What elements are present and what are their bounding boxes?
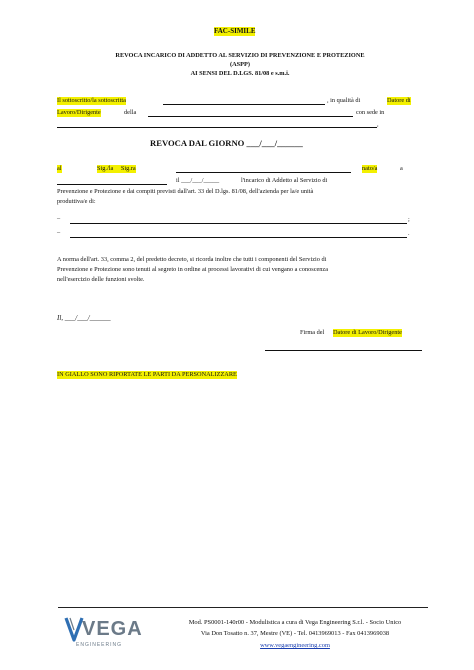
footer-line-2: Via Don Tosatto n. 37, Mestre (VE) - Tel. 0413969013 - Fax 0413969038	[200, 630, 390, 637]
con-sede-label: con sede in	[356, 109, 385, 116]
signature-line	[265, 350, 422, 351]
norma-line-3: nell'esercizio delle funzioni svolte.	[57, 276, 145, 283]
birth-date: il ___/___/_____	[176, 177, 220, 184]
name-blank-line	[163, 104, 325, 105]
dash-2: –	[57, 229, 61, 236]
revoca-dal-giorno: REVOCA DAL GIORNO ___/___/______	[150, 138, 303, 148]
datore-di-label: Datore di	[387, 97, 411, 104]
title-line-3: AI SENSI DEL D.LGS. 81/08 e s.m.i.	[190, 70, 290, 77]
a-label: a	[400, 165, 403, 172]
firma-role: Datore di Lavoro/Dirigente	[333, 329, 402, 336]
personalizzare-note: IN GIALLO SONO RIPORTATE LE PARTI DA PERSONALIZZARE	[57, 371, 237, 378]
footer-line-1: Mod. PS0001-140r00 - Modulistica a cura di Vega Engineering S.r.l. - Socio Unico	[188, 619, 402, 626]
sottoscritto-label: Il sottoscritto/la sottoscritta	[57, 97, 126, 104]
dash-1: –	[57, 215, 61, 222]
logo-text: VEGA	[82, 618, 143, 640]
semicolon: ;	[408, 216, 410, 223]
address-blank-line	[57, 127, 377, 128]
nato-label: nato/a	[362, 165, 378, 172]
vega-logo	[64, 614, 143, 654]
company-blank-line	[148, 116, 353, 117]
address-comma: ,	[377, 121, 379, 128]
title-line-1: REVOCA INCARICO DI ADDETTO AL SERVIZIO DI PREVENZIONE E PROTEZIONE	[115, 52, 365, 59]
firma-label: Firma del	[300, 329, 325, 336]
lavoro-dirigente-label: Lavoro/Dirigente	[57, 109, 101, 116]
unit-blank-line-2	[70, 237, 407, 238]
fac-simile-label: FAC-SIMILE	[214, 27, 256, 35]
title-line-2: (ASPP)	[230, 61, 250, 68]
employee-blank-line	[176, 172, 351, 173]
unit-blank-line-1	[70, 223, 407, 224]
produttiva-text: produttiva/e di:	[57, 198, 96, 205]
norma-line-1: A norma dell'art. 33, comma 2, del predetto decreto, si ricorda inoltre che tutti i componenti del Servizio di	[57, 256, 327, 263]
place-date: Il, ___/___/______	[57, 314, 111, 322]
period: .	[408, 230, 410, 237]
birthplace-blank-line	[57, 184, 167, 185]
sig-label: Sig./la Sig.ra	[97, 165, 136, 172]
logo-subtext: ENGINEERING	[76, 642, 123, 648]
della-label: della	[124, 109, 137, 116]
norma-line-2: Prevenzione e Protezione sono tenuti al segreto in ordine ai processi lavorativi di cui vengano a conoscenza	[57, 266, 329, 273]
al-label: al	[57, 165, 62, 172]
footer-rule	[58, 607, 428, 608]
prevenzione-text: Prevenzione e Protezione e dai compiti previsti dall'art. 33 del D.lgs. 81/08, dell'azienda per la/e unità	[57, 188, 314, 195]
incarico-text: l'incarico di Addetto al Servizio di	[241, 177, 328, 184]
in-qualita-label: , in qualità di	[327, 97, 361, 104]
footer-website-link[interactable]: www.vegaengineering.com	[260, 642, 330, 649]
